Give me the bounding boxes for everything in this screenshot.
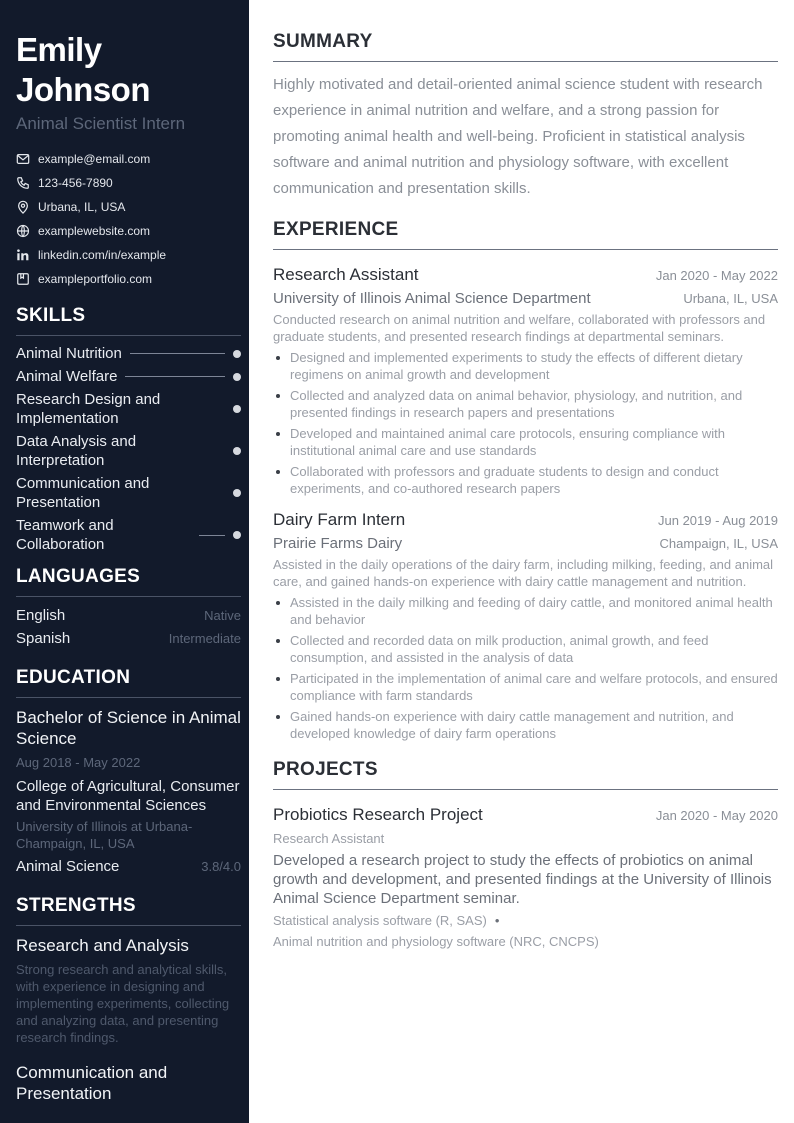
contact-portfolio-text: exampleportfolio.com bbox=[38, 272, 153, 286]
strength-title: Communication and Presentation bbox=[16, 1063, 168, 1103]
skill-dot bbox=[233, 373, 241, 381]
skill-divider bbox=[174, 493, 225, 494]
skill-dot bbox=[233, 531, 241, 539]
language-name: Spanish bbox=[16, 630, 71, 647]
contact-phone-text: 123-456-7890 bbox=[38, 176, 113, 190]
sidebar bbox=[0, 0, 249, 1123]
job-bullets bbox=[273, 594, 778, 742]
education-entry bbox=[16, 707, 241, 877]
project-tool-label: Statistical analysis software (R, SAS) bbox=[273, 913, 487, 928]
job-dates: Jun 2019 - Aug 2019 bbox=[658, 513, 778, 528]
skill-divider bbox=[164, 451, 225, 452]
linkedin-icon bbox=[16, 248, 30, 262]
education-dates: Aug 2018 - May 2022 bbox=[16, 755, 141, 770]
email-icon bbox=[16, 152, 30, 166]
education-field: Animal Science bbox=[16, 858, 120, 875]
job-bullet: Participated in the implementation of animal care and welfare protocols, and ensured compliance with farm standards bbox=[273, 670, 778, 704]
contact-location bbox=[16, 195, 241, 219]
contact-email[interactable] bbox=[16, 147, 241, 171]
contact-phone[interactable] bbox=[16, 171, 241, 195]
skill-dot bbox=[233, 405, 241, 413]
skill-item bbox=[16, 367, 241, 386]
project-tool bbox=[273, 933, 778, 950]
education-field-row bbox=[16, 857, 241, 877]
skill-label: Communication and Presentation bbox=[16, 475, 150, 511]
job-bullet: Assisted in the daily milking and feeding of dairy cattle, and monitored animal health and behavior bbox=[273, 594, 778, 628]
contact-website[interactable] bbox=[16, 219, 241, 243]
job-organization: Prairie Farms Dairy bbox=[273, 535, 403, 552]
portfolio-icon bbox=[16, 272, 30, 286]
contact-linkedin[interactable] bbox=[16, 243, 241, 267]
contact-location-text: Urbana, IL, USA bbox=[38, 200, 126, 214]
job-bullet: Collected and analyzed data on animal behavior, physiology, and nutrition, and presented findings in research papers and presentations bbox=[273, 387, 778, 421]
skill-label: Animal Nutrition bbox=[16, 345, 122, 362]
languages-heading: LANGUAGES bbox=[16, 566, 241, 597]
job-bullet: Designed and implemented experiments to study the effects of different dietary regimens on animal growth and development bbox=[273, 349, 778, 383]
strengths-list bbox=[16, 935, 241, 1104]
education-location: University of Illinois at Urbana-Champaign, IL, USA bbox=[16, 819, 193, 851]
job-title: Dairy Farm Intern bbox=[273, 510, 406, 529]
language-item bbox=[16, 604, 241, 627]
summary-text: Highly motivated and detail-oriented animal science student with research experience in animal nutrition and welfare, and a strong passion for promoting animal health and well-being. Proficient in statistical analysis software and animal nutrition and physiology software, with excellent communication and presentation skills. bbox=[273, 76, 763, 197]
bullet-separator: • bbox=[494, 913, 500, 928]
skills-heading: SKILLS bbox=[16, 305, 241, 336]
job-description: Assisted in the daily operations of the dairy farm, including milking, feeding, and animal care, and gained hands-on experience with dairy cattle management and nutrition. bbox=[273, 557, 774, 589]
contact-list bbox=[16, 147, 241, 291]
job-bullets bbox=[273, 349, 778, 497]
skill-dot bbox=[233, 447, 241, 455]
skill-label: Teamwork and Collaboration bbox=[16, 517, 114, 553]
experience-entry bbox=[273, 509, 778, 742]
languages-list bbox=[16, 604, 241, 650]
job-bullet: Developed and maintained animal care protocols, ensuring compliance with institutional animal care and use standards bbox=[273, 425, 778, 459]
education-school: College of Agricultural, Consumer and Environmental Sciences bbox=[16, 778, 240, 814]
project-entry bbox=[273, 804, 778, 950]
language-item bbox=[16, 627, 241, 650]
strength-description: Strong research and analytical skills, with experience in designing and implementing experiments, collecting and analyzing data, and presenting research findings. bbox=[16, 962, 230, 1045]
job-bullet: Collected and recorded data on milk production, animal growth, and feed consumption, and assisted in the analysis of data bbox=[273, 632, 778, 666]
contact-email-text: example@email.com bbox=[38, 152, 151, 166]
language-level: Intermediate bbox=[168, 631, 241, 646]
job-organization: University of Illinois Animal Science Department bbox=[273, 290, 591, 307]
summary-heading: SUMMARY bbox=[273, 30, 778, 62]
skill-item bbox=[16, 516, 241, 554]
project-title: Probiotics Research Project bbox=[273, 805, 483, 824]
skill-label: Animal Welfare bbox=[16, 368, 118, 385]
main-content bbox=[273, 30, 778, 950]
strengths-heading: STRENGTHS bbox=[16, 895, 241, 926]
job-bullet: Gained hands-on experience with dairy cattle management and nutrition, and developed knowledge of dairy farm operations bbox=[273, 708, 778, 742]
project-tool bbox=[273, 912, 778, 929]
project-dates: Jan 2020 - May 2020 bbox=[655, 808, 778, 823]
job-dates: Jan 2020 - May 2022 bbox=[655, 268, 778, 283]
projects-heading: PROJECTS bbox=[273, 758, 778, 790]
contact-website-text: examplewebsite.com bbox=[38, 224, 151, 238]
experience-section bbox=[273, 218, 778, 742]
language-name: English bbox=[16, 607, 66, 624]
project-tool-label: Animal nutrition and physiology software (NRC, CNCPS) bbox=[273, 934, 599, 949]
education-heading: EDUCATION bbox=[16, 667, 241, 698]
job-location: Champaign, IL, USA bbox=[659, 536, 778, 551]
skill-item bbox=[16, 432, 241, 470]
contact-linkedin-text: linkedin.com/in/example bbox=[38, 248, 167, 262]
candidate-name: Emily Johnson bbox=[16, 31, 150, 108]
projects-section bbox=[273, 758, 778, 950]
globe-icon bbox=[16, 224, 30, 238]
skills-list bbox=[16, 344, 241, 554]
skill-divider bbox=[130, 353, 225, 354]
skill-divider bbox=[199, 535, 225, 536]
skill-item bbox=[16, 344, 241, 363]
candidate-role: Animal Scientist Intern bbox=[16, 114, 186, 133]
job-bullet: Collaborated with professors and graduate students to design and conduct experiments, and co-authored research papers bbox=[273, 463, 778, 497]
skill-dot bbox=[233, 489, 241, 497]
job-description: Conducted research on animal nutrition and welfare, collaborated with professors and graduate students, and presented research findings at departmental seminars. bbox=[273, 312, 766, 344]
language-level: Native bbox=[204, 608, 241, 623]
project-description: Developed a research project to study the effects of probiotics on animal growth and development, and presented findings at the University of Illinois Animal Science Department seminar. bbox=[273, 852, 772, 907]
education-degree: Bachelor of Science in Animal Science bbox=[16, 708, 241, 748]
skill-divider bbox=[174, 409, 225, 410]
skill-label: Data Analysis and Interpretation bbox=[16, 433, 137, 469]
skill-divider bbox=[125, 376, 225, 377]
strength-title: Research and Analysis bbox=[16, 936, 189, 955]
summary-section bbox=[273, 30, 778, 202]
phone-icon bbox=[16, 176, 30, 190]
job-location: Urbana, IL, USA bbox=[683, 291, 778, 306]
skill-dot bbox=[233, 350, 241, 358]
education-gpa: 3.8/4.0 bbox=[201, 859, 241, 874]
experience-entry bbox=[273, 264, 778, 497]
job-title: Research Assistant bbox=[273, 265, 419, 284]
skill-label: Research Design and Implementation bbox=[16, 391, 161, 427]
project-role: Research Assistant bbox=[273, 831, 385, 846]
experience-heading: EXPERIENCE bbox=[273, 218, 778, 250]
skill-item bbox=[16, 474, 241, 512]
skill-item bbox=[16, 390, 241, 428]
location-pin-icon bbox=[16, 200, 30, 214]
contact-portfolio[interactable] bbox=[16, 267, 241, 291]
